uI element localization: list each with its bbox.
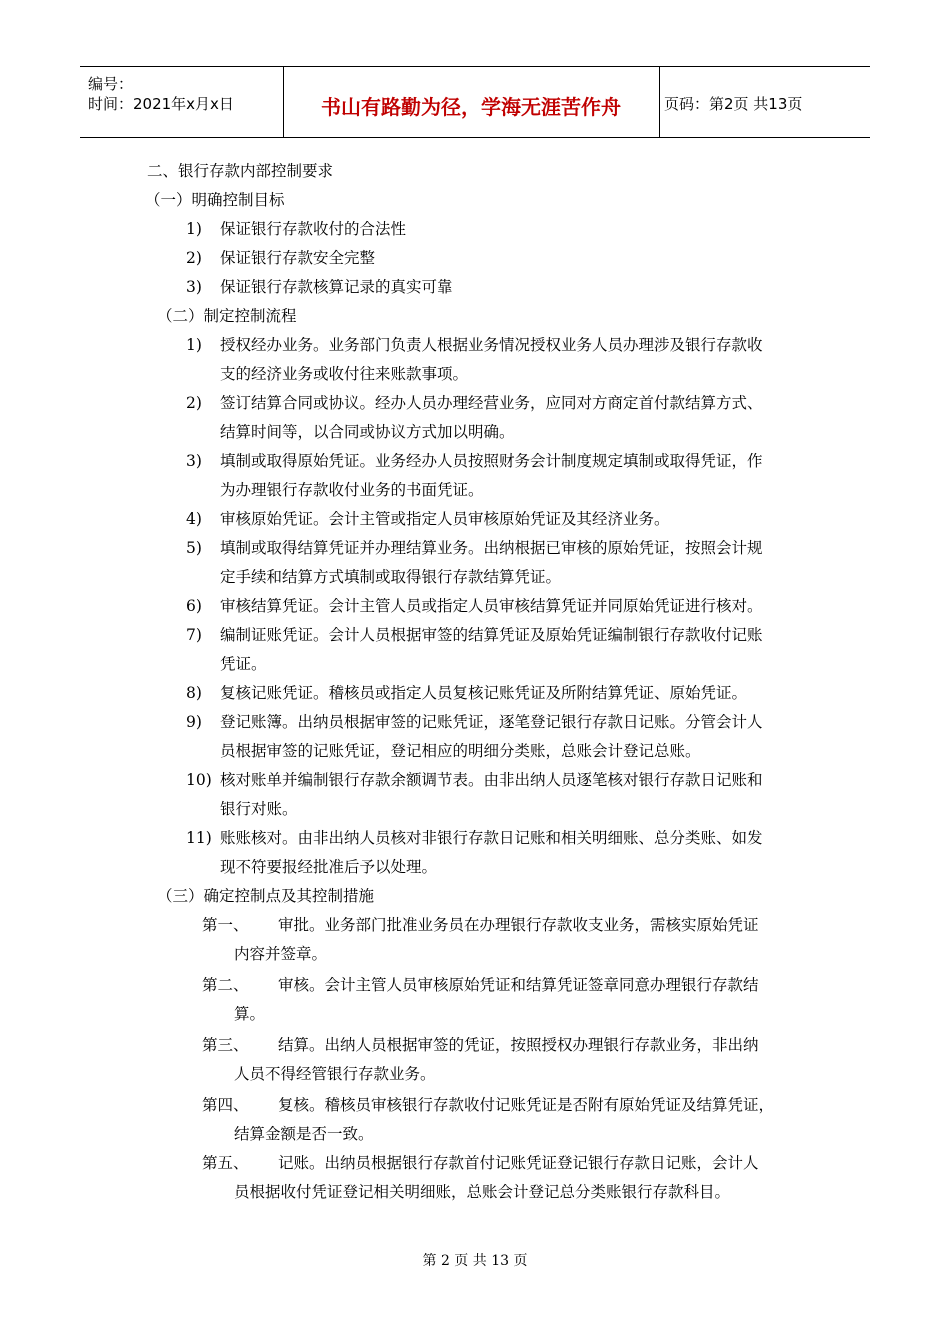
list-item-text: 填制或取得原始凭证。业务经办人员按照财务会计制度规定填制或取得凭证，作 [220,452,763,470]
list-item-text-cont: 现不符要报经批准后予以处理。 [220,858,438,876]
control-point-text: 记账。出纳员根据银行存款首付记账凭证登记银行存款日记账，会计人 [278,1154,759,1172]
list-item-number: 2) [186,394,202,412]
control-point-number: 第三、 [202,1036,249,1054]
list-item-number: 10) [186,771,212,789]
control-point-text-cont: 内容并签章。 [234,945,328,963]
list-item-text: 授权经办业务。业务部门负责人根据业务情况授权业务人员办理涉及银行存款收 [220,336,763,354]
doc-time-label: 时间：2021年x月x日 [88,95,234,113]
list-item-text: 保证银行存款收付的合法性 [220,220,407,238]
list-item-text: 审核结算凭证。会计主管人员或指定人员审核结算凭证并同原始凭证进行核对。 [220,597,763,615]
list-item-text: 填制或取得结算凭证并办理结算业务。出纳根据已审核的原始凭证，按照会计规 [220,539,763,557]
control-point-text: 审核。会计主管人员审核原始凭证和结算凭证签章同意办理银行存款结 [278,976,759,994]
list-item-text-cont: 结算时间等，以合同或协议方式加以明确。 [220,423,515,441]
list-item-number: 1) [186,336,202,354]
list-item-text-cont: 银行对账。 [220,800,298,818]
header-motto-cell [283,67,660,137]
control-point-number: 第五、 [202,1154,249,1172]
list-item-text-cont: 员根据审签的记账凭证，登记相应的明细分类账，总账会计登记总账。 [220,742,701,760]
page-header [80,66,870,138]
list-item-text: 保证银行存款安全完整 [220,249,376,267]
list-item-number: 5) [186,539,202,557]
list-item-text: 签订结算合同或协议。经办人员办理经营业务，应同对方商定首付款结算方式、 [220,394,763,412]
list-item-number: 8) [186,684,202,702]
control-point-number: 第二、 [202,976,249,994]
control-point-text-cont: 员根据收付凭证登记相关明细账，总账会计登记总分类账银行存款科目。 [234,1183,731,1201]
doc-code-label: 编号： [88,75,134,93]
control-point-number: 第一、 [202,916,249,934]
list-item-text: 账账核对。由非出纳人员核对非银行存款日记账和相关明细账、总分类账、如发 [220,829,763,847]
list-item-text: 编制证账凭证。会计人员根据审签的结算凭证及原始凭证编制银行存款收付记账 [220,626,763,644]
list-item-text: 核对账单并编制银行存款余额调节表。由非出纳人员逐笔核对银行存款日记账和 [220,771,763,789]
list-item-number: 6) [186,597,202,615]
header-page-cell [660,67,870,137]
header-info-cell [80,67,284,137]
list-item-number: 3) [186,452,202,470]
control-point-text: 审批。业务部门批准业务员在办理银行存款收支业务，需核实原始凭证 [278,916,759,934]
list-item-number: 4) [186,510,202,528]
list-item-number: 1) [186,220,202,238]
control-point-text-cont: 算。 [234,1005,266,1023]
list-item-text-cont: 为办理银行存款收付业务的书面凭证。 [220,481,484,499]
header-motto: 书山有路勤为径，学海无涯苦作舟 [321,95,621,119]
list-item-text: 保证银行存款核算记录的真实可靠 [220,278,453,296]
control-point-text-cont: 人员不得经管银行存款业务。 [234,1065,436,1083]
control-point-number: 第四、 [202,1096,249,1114]
list-item-text-cont: 凭证。 [220,655,267,673]
list-item-number: 7) [186,626,202,644]
list-item-text: 登记账簿。出纳员根据审签的记账凭证，逐笔登记银行存款日记账。分管会计人 [220,713,763,731]
page-footer: 第 2 页 共 13 页 [422,1253,528,1269]
list-item-text: 复核记账凭证。稽核员或指定人员复核记账凭证及所附结算凭证、原始凭证。 [220,684,748,702]
header-page-number: 页码：第2页 共13页 [664,95,803,113]
list-item-text-cont: 支的经济业务或收付往来账款事项。 [220,365,469,383]
list-item-text: 审核原始凭证。会计主管或指定人员审核原始凭证及其经济业务。 [220,510,670,528]
part1-heading: （一）明确控制目标 [145,191,285,209]
list-item-number: 9) [186,713,202,731]
section-title: 二、银行存款内部控制要求 [147,162,334,180]
part2-heading: （二）制定控制流程 [157,307,297,325]
list-item-number: 11) [186,829,212,847]
list-item-text-cont: 定手续和结算方式填制或取得银行存款结算凭证。 [220,568,562,586]
list-item-number: 3) [186,278,202,296]
control-point-text: 复核。稽核员审核银行存款收付记账凭证是否附有原始凭证及结算凭证， [278,1096,775,1114]
list-item-number: 2) [186,249,202,267]
part3-heading: （三）确定控制点及其控制措施 [157,887,375,905]
control-point-text: 结算。出纳人员根据审签的凭证，按照授权办理银行存款业务，非出纳 [278,1036,759,1054]
control-point-text-cont: 结算金额是否一致。 [234,1125,374,1143]
